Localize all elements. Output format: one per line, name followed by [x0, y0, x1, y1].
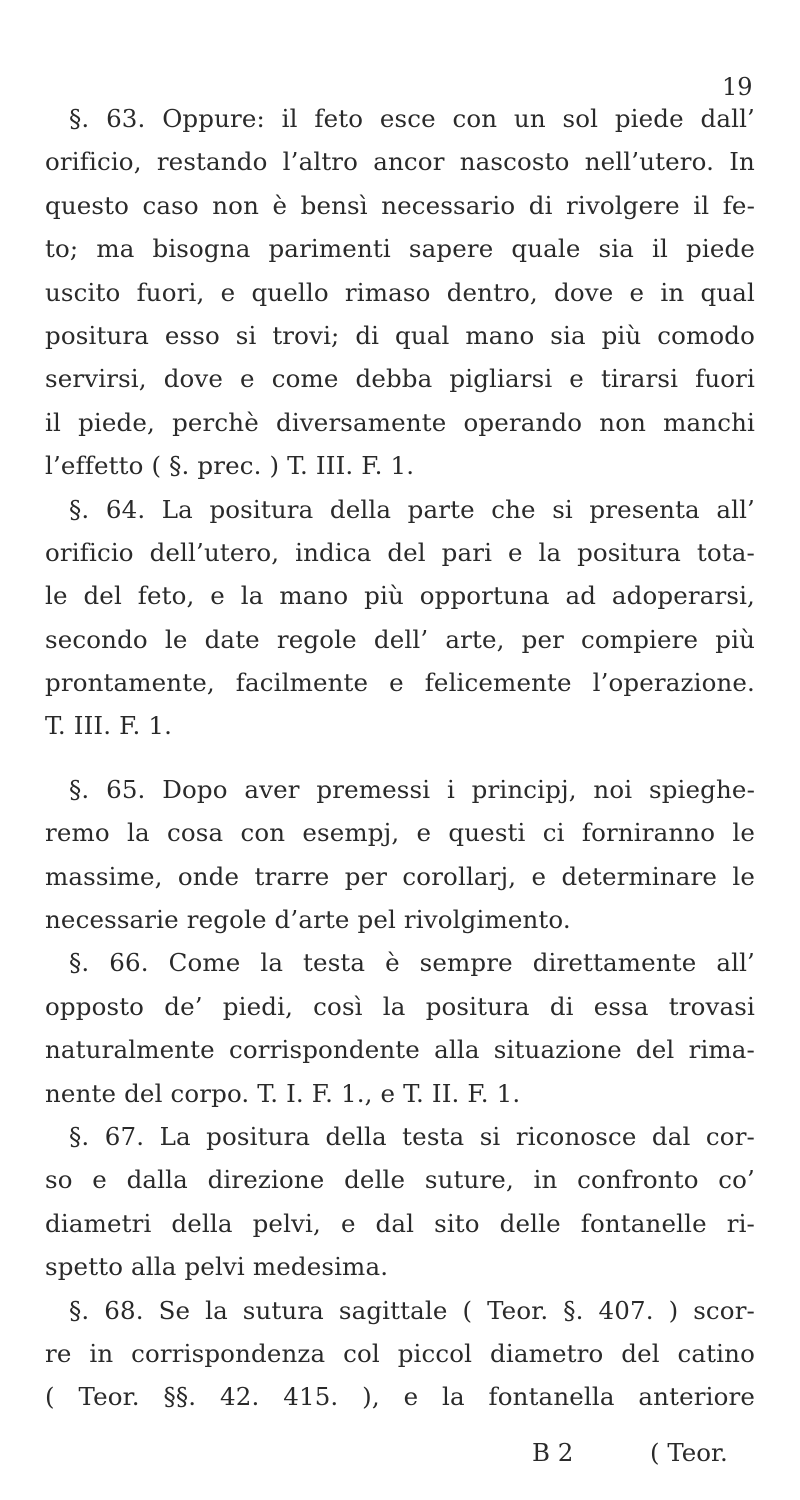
paragraph-68 — [45, 1289, 755, 1419]
paragraph-67 — [45, 1115, 755, 1289]
text-line: naturalmente corrispondente alla situazione del rima- — [45, 1035, 755, 1065]
text-line: opposto de’ piedi, così la positura di essa trovasi — [45, 991, 755, 1021]
text-line: §. 68. Se la sutura sagittale ( Teor. §. 407. ) scor- — [69, 1295, 755, 1325]
page-number: 19 — [722, 73, 753, 101]
paragraph-64 — [45, 488, 755, 748]
catchword: ( Teor. — [650, 1438, 728, 1467]
text-line: positura esso si trovi; di qual mano sia più comodo — [45, 320, 755, 350]
text-line: remo la cosa con esempj, e questi ci forniranno le — [45, 818, 755, 848]
text-line: re in corrispondenza col piccol diametro del catino — [45, 1338, 755, 1368]
page-footer — [0, 1438, 800, 1468]
text-line: servirsi, dove e come debba pigliarsi e tirarsi fuori — [45, 364, 755, 394]
text-line: so e dalla direzione delle suture, in confronto co’ — [45, 1165, 755, 1195]
text-line: T. III. F. 1. — [45, 711, 173, 741]
text-line: diametri della pelvi, e dal sito delle fontanelle ri- — [45, 1208, 755, 1238]
paragraph-65 — [45, 768, 755, 942]
paragraph-63 — [45, 97, 755, 488]
text-line: §. 65. Dopo aver premessi i principj, noi spieghe- — [69, 774, 755, 804]
text-line: necessarie regole d’arte pel rivolgimento. — [45, 905, 571, 935]
text-line: uscito fuori, e quello rimaso dentro, dove e in qual — [45, 277, 755, 307]
text-line: §. 63. Oppure: il feto esce con un sol piede dall’ — [69, 104, 755, 133]
text-line: nente del corpo. T. I. F. 1., e T. II. F. 1. — [45, 1078, 521, 1108]
paragraph-66 — [45, 941, 755, 1115]
text-line: to; ma bisogna parimenti sapere quale sia il piede — [45, 234, 755, 264]
text-line: secondo le date regole dell’ arte, per compiere più — [45, 624, 755, 654]
text-line: l’effetto ( §. prec. ) T. III. F. 1. — [45, 451, 415, 481]
text-line: prontamente, facilmente e felicemente l’operazione. — [45, 668, 755, 698]
text-line: orificio dell’utero, indica del pari e la positura tota- — [45, 537, 755, 567]
text-line: il piede, perchè diversamente operando non manchi — [45, 407, 755, 437]
text-line: questo caso non è bensì necessario di rivolgere il fe- — [45, 190, 755, 220]
signature-mark: B 2 — [532, 1438, 574, 1467]
text-line: massime, onde trarre per corollarj, e determinare le — [45, 861, 755, 891]
text-line: spetto alla pelvi medesima. — [45, 1252, 389, 1282]
text-line: ( Teor. §§. 42. 415. ), e la fontanella anteriore — [45, 1382, 755, 1412]
text-line: §. 67. La positura della testa si riconosce dal cor- — [69, 1121, 755, 1151]
text-line: §. 64. La positura della parte che si presenta all’ — [69, 494, 755, 524]
text-line: orificio, restando l’altro ancor nascosto nell’utero. In — [45, 147, 755, 177]
body-text — [45, 97, 755, 1419]
text-line: le del feto, e la mano più opportuna ad adoperarsi, — [45, 581, 755, 611]
paragraph-gap — [45, 748, 755, 768]
text-line: §. 66. Come la testa è sempre direttamente all’ — [69, 948, 755, 978]
